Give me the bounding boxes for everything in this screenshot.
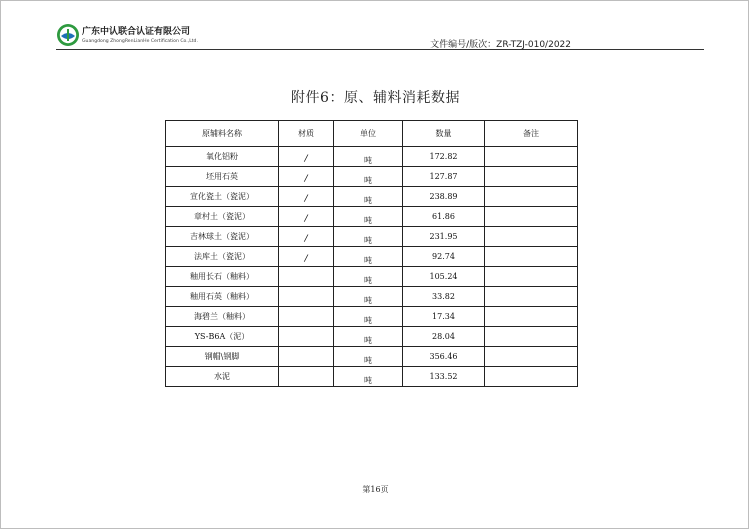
cell-material: /	[279, 247, 334, 267]
cell-quantity: 61.86	[403, 207, 485, 227]
cell-note	[485, 287, 578, 307]
cell-name: 宣化瓷土（瓷泥）	[166, 187, 279, 207]
cell-note	[485, 207, 578, 227]
table-row	[166, 307, 578, 327]
cell-note	[485, 147, 578, 167]
cell-unit: 吨	[334, 307, 403, 327]
cell-unit: 吨	[334, 147, 403, 167]
table-row	[166, 287, 578, 307]
table-row	[166, 367, 578, 387]
cell-name: 坯用石英	[166, 167, 279, 187]
cell-quantity: 92.74	[403, 247, 485, 267]
cell-name: 钢帽\钢脚	[166, 347, 279, 367]
company-name-en: Guangdong ZhongRenLianHe Certification Co.,Ltd.	[82, 39, 198, 44]
cell-unit: 吨	[334, 227, 403, 247]
table-row	[166, 207, 578, 227]
cell-unit: 吨	[334, 167, 403, 187]
table-row	[166, 147, 578, 167]
table-row	[166, 347, 578, 367]
table-row	[166, 227, 578, 247]
cell-quantity: 33.82	[403, 287, 485, 307]
cell-note	[485, 327, 578, 347]
table-header-row	[166, 121, 578, 147]
cell-material	[279, 347, 334, 367]
cell-name: 水泥	[166, 367, 279, 387]
cell-name: 釉用石英（釉料）	[166, 287, 279, 307]
table-row	[166, 327, 578, 347]
cell-note	[485, 247, 578, 267]
cell-note	[485, 187, 578, 207]
cell-material: /	[279, 167, 334, 187]
cell-note	[485, 347, 578, 367]
cell-note	[485, 167, 578, 187]
cell-unit: 吨	[334, 327, 403, 347]
cell-material	[279, 367, 334, 387]
cell-name: 釉用长石（釉料）	[166, 267, 279, 287]
cell-name: YS-B6A（泥）	[166, 327, 279, 347]
cell-material: /	[279, 187, 334, 207]
cell-material: /	[279, 227, 334, 247]
cell-material: /	[279, 207, 334, 227]
cell-quantity: 28.04	[403, 327, 485, 347]
column-header-quantity: 数量	[403, 121, 485, 147]
table-row	[166, 267, 578, 287]
cell-name: 章村土（瓷泥）	[166, 207, 279, 227]
column-header-name: 原辅料名称	[166, 121, 279, 147]
cell-unit: 吨	[334, 347, 403, 367]
cell-name: 吉林球土（瓷泥）	[166, 227, 279, 247]
cell-material	[279, 327, 334, 347]
company-logo-icon	[56, 23, 80, 47]
cell-quantity: 17.34	[403, 307, 485, 327]
cell-unit: 吨	[334, 367, 403, 387]
column-header-material: 材质	[279, 121, 334, 147]
cell-quantity: 172.82	[403, 147, 485, 167]
table-row	[166, 247, 578, 267]
cell-name: 氧化铝粉	[166, 147, 279, 167]
cell-quantity: 127.87	[403, 167, 485, 187]
cell-quantity: 133.52	[403, 367, 485, 387]
cell-quantity: 105.24	[403, 267, 485, 287]
company-name-cn: 广东中认联合认证有限公司	[82, 27, 191, 37]
header-divider	[56, 49, 704, 50]
table-row	[166, 187, 578, 207]
cell-name: 海碧兰（釉料）	[166, 307, 279, 327]
materials-table	[165, 120, 578, 387]
cell-note	[485, 267, 578, 287]
cell-unit: 吨	[334, 207, 403, 227]
cell-unit: 吨	[334, 287, 403, 307]
cell-material	[279, 307, 334, 327]
column-header-note: 备注	[485, 121, 578, 147]
cell-unit: 吨	[334, 267, 403, 287]
table-row	[166, 167, 578, 187]
cell-quantity: 238.89	[403, 187, 485, 207]
cell-note	[485, 227, 578, 247]
cell-quantity: 231.95	[403, 227, 485, 247]
cell-unit: 吨	[334, 247, 403, 267]
cell-note	[485, 307, 578, 327]
cell-unit: 吨	[334, 187, 403, 207]
cell-quantity: 356.46	[403, 347, 485, 367]
table-body	[166, 147, 578, 387]
cell-material: /	[279, 147, 334, 167]
cell-note	[485, 367, 578, 387]
document-number: 文件编号/版次：ZR-TZJ-010/2022	[430, 40, 571, 50]
cell-material	[279, 287, 334, 307]
page-number: 第16页	[362, 485, 389, 494]
cell-name: 法库土（瓷泥）	[166, 247, 279, 267]
page-title: 附件6：原、辅料消耗数据	[291, 90, 460, 106]
cell-material	[279, 267, 334, 287]
column-header-unit: 单位	[334, 121, 403, 147]
